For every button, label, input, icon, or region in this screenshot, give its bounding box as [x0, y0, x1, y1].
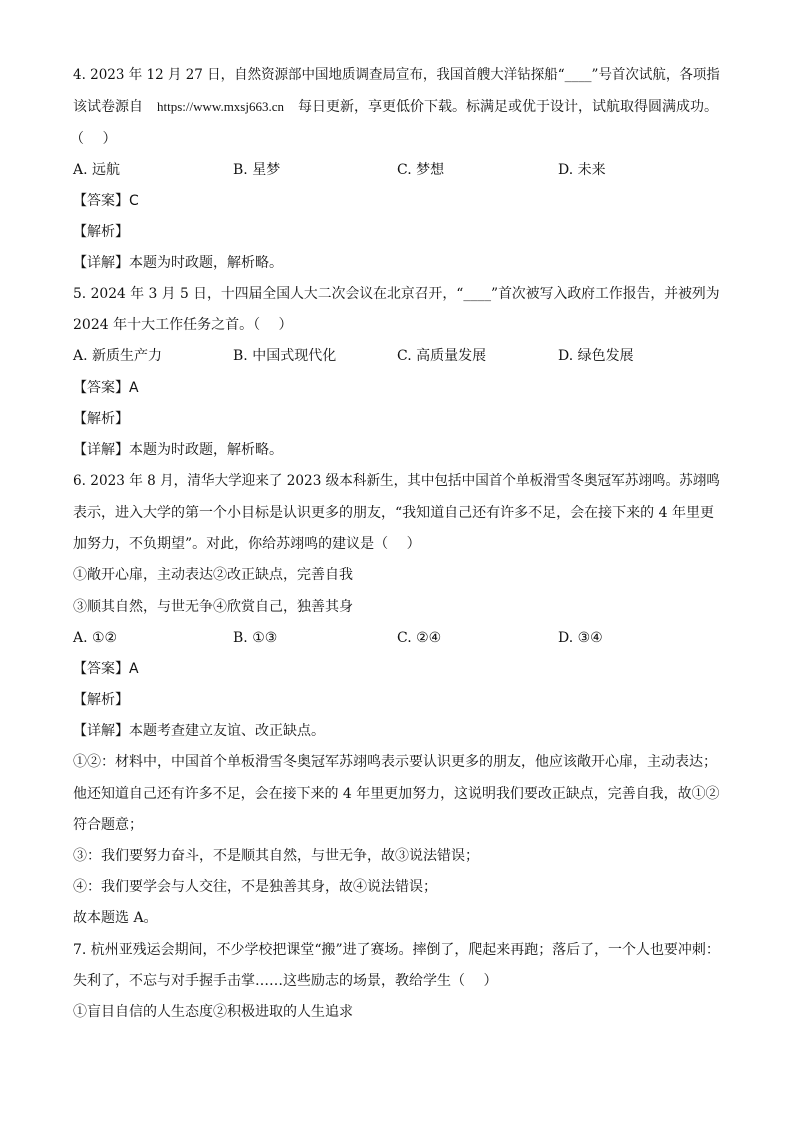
q5-option-a: A. 新质生产力: [73, 348, 163, 364]
q6-explanation-line3: 符合题意；: [73, 817, 143, 833]
q4-stem-line2-rest: 每日更新，享更低价下载。标满足或优于设计，试航取得圆满成功。: [298, 99, 718, 115]
q5-stem-line1: 5. 2024 年 3 月 5 日，十四届全国人大二次会议在北京召开，“____”首次被写入政府工作报告，并被列为: [73, 286, 720, 302]
q4-analysis-heading: 【解析】: [73, 224, 129, 240]
q6-option-c: C. ②④: [397, 630, 442, 646]
q6-answer: 【答案】A: [73, 661, 139, 677]
q5-option-d: D. 绿色发展: [558, 348, 634, 364]
q6-option-d: D. ③④: [558, 630, 603, 646]
q6-explanation-line1: ①②：材料中，中国首个单板滑雪冬奥冠军苏翊鸣表示要认识更多的朋友，他应该敞开心扉，主动表达；: [73, 754, 717, 770]
q5-option-b: B. 中国式现代化: [233, 348, 337, 364]
q6-stem-line2: 表示，进入大学的第一个小目标是认识更多的朋友，“我知道自己还有许多不足，会在接下来的 4 年里更: [73, 505, 714, 521]
q4-option-a: A. 远航: [73, 162, 121, 178]
q4-stem-line1: 4. 2023 年 12 月 27 日，自然资源部中国地质调查局宣布，我国首艘大洋钻探船“____”号首次试航，各项指: [73, 67, 720, 83]
q5-analysis-heading: 【解析】: [73, 411, 129, 427]
q4-option-b: B. 星梦: [233, 162, 281, 178]
q4-option-c: C. 梦想: [397, 162, 445, 178]
q7-stem-line1: 7. 杭州亚残运会期间，不少学校把课堂“搬”进了赛场。摔倒了，爬起来再跑；落后了，一个人也要冲刺：: [73, 942, 720, 958]
q6-option-a: A. ①②: [73, 630, 118, 646]
q4-answer-bracket: （ ）: [70, 131, 117, 147]
q7-choices-line1: ①盲目自信的人生态度②积极进取的人生追求: [73, 1004, 353, 1020]
q4-watermark-prefix: 该试卷源自: [73, 99, 143, 115]
source-url-link[interactable]: https://www.mxsj663.cn: [157, 99, 284, 114]
q6-explanation-line2: 他还知道自己还有许多不足，会在接下来的 4 年里更加努力，这说明我们要改正缺点，完善自我，故①②: [73, 786, 720, 802]
q6-explanation-line4: ③：我们要努力奋斗，不是顺其自然，与世无争，故③说法错误；: [73, 848, 479, 864]
q6-stem-line1: 6. 2023 年 8 月，清华大学迎来了 2023 级本科新生，其中包括中国首个单板滑雪冬奥冠军苏翊鸣。苏翊鸣: [73, 473, 720, 489]
q4-stem-line2: [73, 97, 718, 117]
q5-detail: 【详解】本题为时政题，解析略。: [73, 442, 283, 458]
q5-answer: 【答案】A: [73, 380, 139, 396]
q6-choices-line2: ③顺其自然，与世无争④欣赏自己，独善其身: [73, 599, 353, 615]
q4-answer: 【答案】C: [73, 193, 139, 209]
q6-detail: 【详解】本题考查建立友谊、改正缺点。: [73, 723, 325, 739]
q6-choices-line1: ①敞开心扉，主动表达②改正缺点，完善自我: [73, 567, 353, 583]
q6-explanation-line6: 故本题选 A。: [73, 910, 158, 926]
q5-stem-line2: 2024 年十大工作任务之首。（ ）: [73, 317, 293, 333]
q7-stem-line2: 失利了，不忘与对手握手击掌……这些励志的场景，教给学生（ ）: [73, 973, 498, 989]
q4-detail: 【详解】本题为时政题，解析略。: [73, 255, 283, 271]
q6-analysis-heading: 【解析】: [73, 692, 129, 708]
q4-option-d: D. 未来: [558, 162, 606, 178]
q6-stem-line3: 加努力，不负期望”。对此，你给苏翊鸣的建议是（ ）: [73, 536, 421, 552]
q5-option-c: C. 高质量发展: [397, 348, 487, 364]
q6-explanation-line5: ④：我们要学会与人交往，不是独善其身，故④说法错误；: [73, 879, 437, 895]
q6-option-b: B. ①③: [233, 630, 278, 646]
